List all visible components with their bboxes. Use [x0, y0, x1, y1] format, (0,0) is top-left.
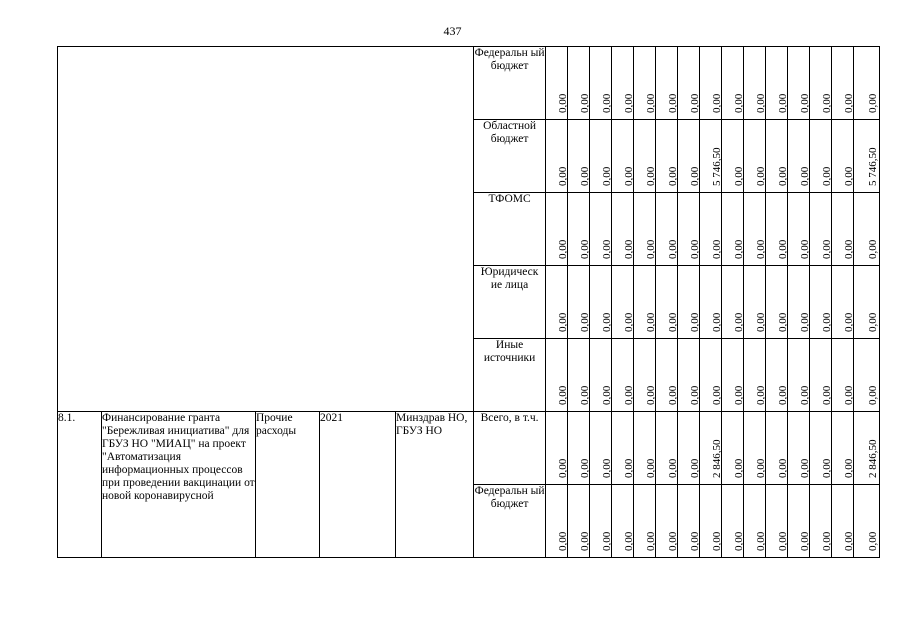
source-label: ТФОМС [474, 193, 546, 266]
item-number: 8.1. [58, 412, 102, 558]
value-cell [832, 47, 854, 120]
value-text: 0,00 [710, 531, 723, 551]
value-text: 0,00 [798, 458, 811, 478]
value-cell [634, 339, 656, 412]
expense-type: Прочие расходы [256, 412, 320, 558]
value-text: 0,00 [732, 239, 745, 259]
value-text: 0,00 [644, 166, 657, 186]
value-text: 0,00 [732, 312, 745, 332]
value-text: 0,00 [798, 166, 811, 186]
value-text: 0,00 [556, 93, 569, 113]
value-text: 0,00 [688, 93, 701, 113]
value-cell [546, 193, 568, 266]
value-text: 0,00 [842, 239, 855, 259]
value-text: 2 846,50 [710, 439, 723, 478]
value-text: 0,00 [754, 458, 767, 478]
value-text: 0,00 [666, 312, 679, 332]
value-cell [656, 412, 678, 485]
value-text: 0,00 [556, 385, 569, 405]
value-text: 0,00 [710, 93, 723, 113]
value-cell [854, 485, 880, 558]
value-cell [832, 412, 854, 485]
value-cell [788, 120, 810, 193]
value-cell [788, 485, 810, 558]
value-text: 0,00 [866, 93, 879, 113]
value-text: 0,00 [666, 458, 679, 478]
value-cell [678, 193, 700, 266]
value-text: 0,00 [578, 239, 591, 259]
value-cell [854, 412, 880, 485]
empty-merged-cell [58, 47, 474, 412]
value-cell [832, 266, 854, 339]
value-cell [854, 339, 880, 412]
value-cell [546, 339, 568, 412]
value-cell [832, 339, 854, 412]
value-text: 0,00 [866, 239, 879, 259]
value-text: 0,00 [866, 531, 879, 551]
value-text: 0,00 [732, 458, 745, 478]
value-text: 0,00 [842, 458, 855, 478]
value-cell [546, 412, 568, 485]
value-text: 0,00 [644, 312, 657, 332]
value-cell [634, 193, 656, 266]
value-cell [590, 266, 612, 339]
value-cell [854, 120, 880, 193]
value-text: 0,00 [622, 458, 635, 478]
value-cell [722, 47, 744, 120]
value-cell [678, 412, 700, 485]
value-cell [766, 193, 788, 266]
value-cell [612, 120, 634, 193]
value-cell [656, 120, 678, 193]
value-cell [854, 193, 880, 266]
value-text: 0,00 [776, 166, 789, 186]
value-cell [722, 193, 744, 266]
source-label: Юридическ ие лица [474, 266, 546, 339]
value-cell [568, 339, 590, 412]
value-text: 0,00 [754, 531, 767, 551]
value-cell [656, 339, 678, 412]
page-number: 437 [443, 24, 462, 38]
value-cell [568, 485, 590, 558]
value-text: 0,00 [622, 385, 635, 405]
value-text: 0,00 [798, 239, 811, 259]
value-text: 0,00 [842, 93, 855, 113]
value-text: 0,00 [578, 531, 591, 551]
value-cell [744, 266, 766, 339]
value-cell [700, 339, 722, 412]
value-cell [568, 412, 590, 485]
value-cell [854, 47, 880, 120]
value-text: 0,00 [688, 239, 701, 259]
table-row [58, 412, 880, 485]
value-text: 0,00 [556, 531, 569, 551]
value-text: 2 846,50 [866, 439, 879, 478]
value-cell [700, 120, 722, 193]
value-cell [854, 266, 880, 339]
value-text: 0,00 [754, 312, 767, 332]
value-cell [634, 412, 656, 485]
value-cell [700, 47, 722, 120]
value-cell [656, 266, 678, 339]
value-text: 5 746,50 [710, 147, 723, 186]
value-text: 0,00 [600, 385, 613, 405]
value-text: 0,00 [732, 93, 745, 113]
value-text: 0,00 [556, 166, 569, 186]
value-cell [766, 412, 788, 485]
value-text: 0,00 [798, 312, 811, 332]
value-cell [590, 120, 612, 193]
source-label: Федеральн ый бюджет [474, 485, 546, 558]
value-cell [612, 47, 634, 120]
value-cell [788, 47, 810, 120]
value-cell [766, 47, 788, 120]
value-cell [590, 485, 612, 558]
value-text: 0,00 [644, 385, 657, 405]
value-text: 0,00 [866, 385, 879, 405]
value-text: 0,00 [776, 312, 789, 332]
value-text: 0,00 [688, 458, 701, 478]
value-text: 0,00 [644, 531, 657, 551]
value-text: 0,00 [578, 458, 591, 478]
value-cell [832, 485, 854, 558]
value-text: 0,00 [754, 93, 767, 113]
value-text: 0,00 [622, 531, 635, 551]
value-cell [568, 266, 590, 339]
value-cell [810, 485, 832, 558]
value-text: 0,00 [688, 312, 701, 332]
value-cell [766, 266, 788, 339]
value-cell [568, 193, 590, 266]
value-cell [722, 266, 744, 339]
value-text: 5 746,50 [866, 147, 879, 186]
value-cell [612, 339, 634, 412]
value-cell [634, 120, 656, 193]
value-text: 0,00 [754, 166, 767, 186]
value-text: 0,00 [644, 93, 657, 113]
source-label: Федеральн ый бюджет [474, 47, 546, 120]
value-cell [568, 120, 590, 193]
value-text: 0,00 [600, 239, 613, 259]
value-text: 0,00 [600, 93, 613, 113]
value-cell [788, 266, 810, 339]
value-text: 0,00 [776, 531, 789, 551]
value-text: 0,00 [644, 239, 657, 259]
value-cell [590, 339, 612, 412]
value-text: 0,00 [556, 312, 569, 332]
value-cell [810, 193, 832, 266]
table-row [58, 47, 880, 120]
value-cell [656, 193, 678, 266]
value-cell [810, 412, 832, 485]
value-cell [722, 339, 744, 412]
value-text: 0,00 [754, 385, 767, 405]
value-cell [832, 120, 854, 193]
value-text: 0,00 [710, 312, 723, 332]
value-cell [722, 412, 744, 485]
value-cell [546, 120, 568, 193]
value-cell [810, 266, 832, 339]
value-text: 0,00 [732, 385, 745, 405]
value-text: 0,00 [842, 166, 855, 186]
value-cell [788, 339, 810, 412]
budget-table [57, 46, 880, 558]
value-text: 0,00 [798, 385, 811, 405]
value-text: 0,00 [754, 239, 767, 259]
value-text: 0,00 [666, 239, 679, 259]
value-text: 0,00 [666, 93, 679, 113]
value-text: 0,00 [688, 385, 701, 405]
value-text: 0,00 [866, 312, 879, 332]
value-cell [678, 339, 700, 412]
value-cell [678, 47, 700, 120]
value-cell [590, 193, 612, 266]
value-text: 0,00 [820, 458, 833, 478]
value-text: 0,00 [732, 166, 745, 186]
value-text: 0,00 [666, 166, 679, 186]
value-cell [744, 193, 766, 266]
value-cell [678, 485, 700, 558]
value-text: 0,00 [798, 93, 811, 113]
value-cell [568, 47, 590, 120]
value-cell [612, 193, 634, 266]
value-text: 0,00 [556, 239, 569, 259]
value-text: 0,00 [776, 458, 789, 478]
value-text: 0,00 [776, 93, 789, 113]
value-text: 0,00 [842, 385, 855, 405]
value-cell [722, 120, 744, 193]
value-cell [590, 412, 612, 485]
value-cell [678, 266, 700, 339]
value-text: 0,00 [820, 385, 833, 405]
value-cell [722, 485, 744, 558]
value-cell [634, 266, 656, 339]
value-cell [546, 47, 568, 120]
value-cell [744, 120, 766, 193]
value-cell [788, 412, 810, 485]
value-cell [788, 193, 810, 266]
value-cell [810, 120, 832, 193]
value-text: 0,00 [578, 312, 591, 332]
value-text: 0,00 [666, 531, 679, 551]
value-text: 0,00 [820, 93, 833, 113]
value-cell [700, 485, 722, 558]
value-cell [744, 339, 766, 412]
value-text: 0,00 [776, 385, 789, 405]
value-cell [700, 266, 722, 339]
value-text: 0,00 [842, 531, 855, 551]
value-text: 0,00 [600, 458, 613, 478]
value-text: 0,00 [798, 531, 811, 551]
value-text: 0,00 [622, 93, 635, 113]
value-cell [832, 193, 854, 266]
value-cell [656, 485, 678, 558]
item-name: Финансирование гранта "Бережливая инициатива" для ГБУЗ НО "МИАЦ" на проект "Автоматизация информационных процессов при проведении вакцинации от новой коронавирусной [102, 412, 256, 558]
value-cell [810, 339, 832, 412]
value-cell [700, 412, 722, 485]
value-text: 0,00 [688, 166, 701, 186]
source-label: Областной бюджет [474, 120, 546, 193]
value-text: 0,00 [622, 239, 635, 259]
value-text: 0,00 [776, 239, 789, 259]
value-cell [590, 47, 612, 120]
value-cell [744, 485, 766, 558]
value-text: 0,00 [710, 385, 723, 405]
value-cell [700, 193, 722, 266]
value-text: 0,00 [666, 385, 679, 405]
value-text: 0,00 [820, 312, 833, 332]
value-text: 0,00 [644, 458, 657, 478]
value-cell [678, 120, 700, 193]
value-cell [612, 266, 634, 339]
item-executor: Минздрав НО, ГБУЗ НО [396, 412, 474, 558]
item-year: 2021 [320, 412, 396, 558]
value-text: 0,00 [622, 166, 635, 186]
source-label: Иные источники [474, 339, 546, 412]
value-text: 0,00 [622, 312, 635, 332]
value-cell [546, 485, 568, 558]
value-text: 0,00 [556, 458, 569, 478]
value-cell [612, 412, 634, 485]
value-text: 0,00 [820, 531, 833, 551]
value-text: 0,00 [578, 93, 591, 113]
value-cell [634, 485, 656, 558]
value-text: 0,00 [820, 239, 833, 259]
value-text: 0,00 [710, 239, 723, 259]
value-cell [656, 47, 678, 120]
value-cell [810, 47, 832, 120]
value-cell [766, 485, 788, 558]
value-cell [612, 485, 634, 558]
value-text: 0,00 [688, 531, 701, 551]
value-text: 0,00 [578, 385, 591, 405]
value-cell [744, 412, 766, 485]
value-cell [634, 47, 656, 120]
value-cell [766, 120, 788, 193]
value-text: 0,00 [600, 166, 613, 186]
value-text: 0,00 [842, 312, 855, 332]
value-text: 0,00 [600, 531, 613, 551]
source-label: Всего, в т.ч. [474, 412, 546, 485]
value-text: 0,00 [600, 312, 613, 332]
value-text: 0,00 [820, 166, 833, 186]
value-cell [744, 47, 766, 120]
value-cell [546, 266, 568, 339]
value-text: 0,00 [732, 531, 745, 551]
value-text: 0,00 [578, 166, 591, 186]
value-cell [766, 339, 788, 412]
